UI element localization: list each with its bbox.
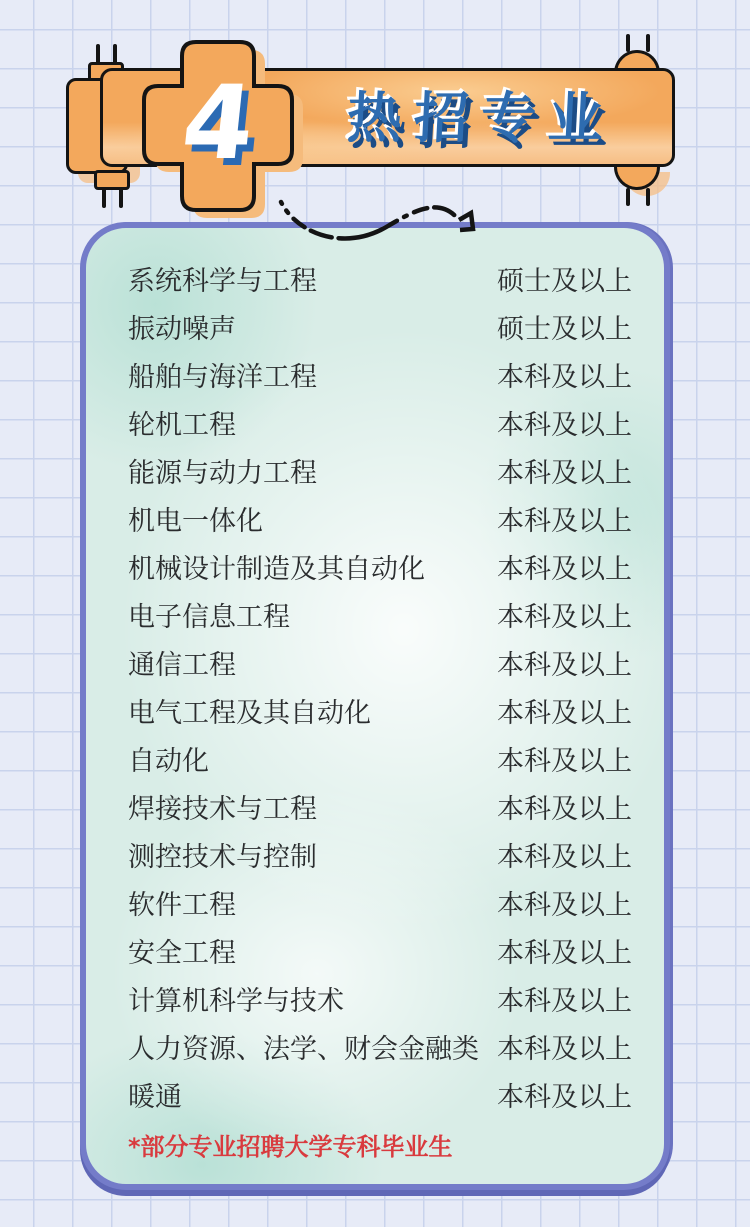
major-name: 通信工程 [128, 649, 236, 681]
degree-requirement: 本科及以上 [497, 937, 632, 969]
degree-requirement: 本科及以上 [497, 889, 632, 921]
degree-requirement: 本科及以上 [497, 793, 632, 825]
major-row [128, 494, 632, 542]
degree-requirement: 本科及以上 [497, 457, 632, 489]
major-name: 电子信息工程 [128, 601, 290, 633]
major-name: 电气工程及其自动化 [128, 697, 371, 729]
knob-pin-icon [626, 188, 630, 206]
degree-requirement: 本科及以上 [497, 601, 632, 633]
major-name: 人力资源、法学、财会金融类 [128, 1033, 479, 1065]
major-name: 自动化 [128, 745, 209, 777]
knob-pin-icon [626, 34, 630, 52]
major-row [128, 638, 632, 686]
major-name: 安全工程 [128, 937, 236, 969]
degree-requirement: 本科及以上 [497, 553, 632, 585]
degree-requirement: 本科及以上 [497, 361, 632, 393]
major-name: 暖通 [128, 1081, 182, 1113]
knob-pin-icon [646, 34, 650, 52]
major-row [128, 398, 632, 446]
major-row [128, 350, 632, 398]
spool-pin-icon [96, 44, 100, 64]
major-name: 焊接技术与工程 [128, 793, 317, 825]
degree-requirement: 硕士及以上 [497, 313, 632, 345]
degree-requirement: 本科及以上 [497, 1081, 632, 1113]
degree-requirement: 本科及以上 [497, 649, 632, 681]
degree-requirement: 本科及以上 [497, 841, 632, 873]
major-row [128, 974, 632, 1022]
degree-requirement: 本科及以上 [497, 985, 632, 1017]
major-row [128, 590, 632, 638]
major-row [128, 254, 632, 302]
spool-pin-cap-icon [94, 170, 130, 190]
major-row [128, 542, 632, 590]
major-row [128, 302, 632, 350]
major-name: 计算机科学与技术 [128, 985, 344, 1017]
knob-pin-icon [646, 188, 650, 206]
major-row [128, 1022, 632, 1070]
spool-pin-icon [119, 188, 123, 208]
major-name: 系统科学与工程 [128, 265, 317, 297]
squiggle-arrow-icon [255, 190, 485, 252]
major-row [128, 1070, 632, 1118]
degree-requirement: 本科及以上 [497, 505, 632, 537]
majors-list [128, 254, 632, 1118]
major-name: 机电一体化 [128, 505, 263, 537]
major-name: 能源与动力工程 [128, 457, 317, 489]
section-number: 4 [176, 64, 261, 183]
spool-pin-icon [113, 44, 117, 64]
degree-requirement: 本科及以上 [497, 1033, 632, 1065]
major-row [128, 446, 632, 494]
majors-card [80, 222, 670, 1190]
footnote: *部分专业招聘大学专科毕业生 [128, 1133, 453, 1161]
banner-right-knob-icon [614, 166, 660, 190]
major-name: 振动噪声 [128, 313, 236, 345]
degree-requirement: 本科及以上 [497, 697, 632, 729]
major-row [128, 926, 632, 974]
spool-pin-icon [102, 188, 106, 208]
major-row [128, 782, 632, 830]
major-row [128, 878, 632, 926]
degree-requirement: 本科及以上 [497, 745, 632, 777]
major-row [128, 830, 632, 878]
major-name: 船舶与海洋工程 [128, 361, 317, 393]
major-name: 轮机工程 [128, 409, 236, 441]
major-name: 测控技术与控制 [128, 841, 317, 873]
major-name: 机械设计制造及其自动化 [128, 553, 425, 585]
major-row [128, 686, 632, 734]
major-row [128, 734, 632, 782]
degree-requirement: 硕士及以上 [497, 265, 632, 297]
major-name: 软件工程 [128, 889, 236, 921]
section-title: 热招专业 [345, 86, 617, 150]
degree-requirement: 本科及以上 [497, 409, 632, 441]
